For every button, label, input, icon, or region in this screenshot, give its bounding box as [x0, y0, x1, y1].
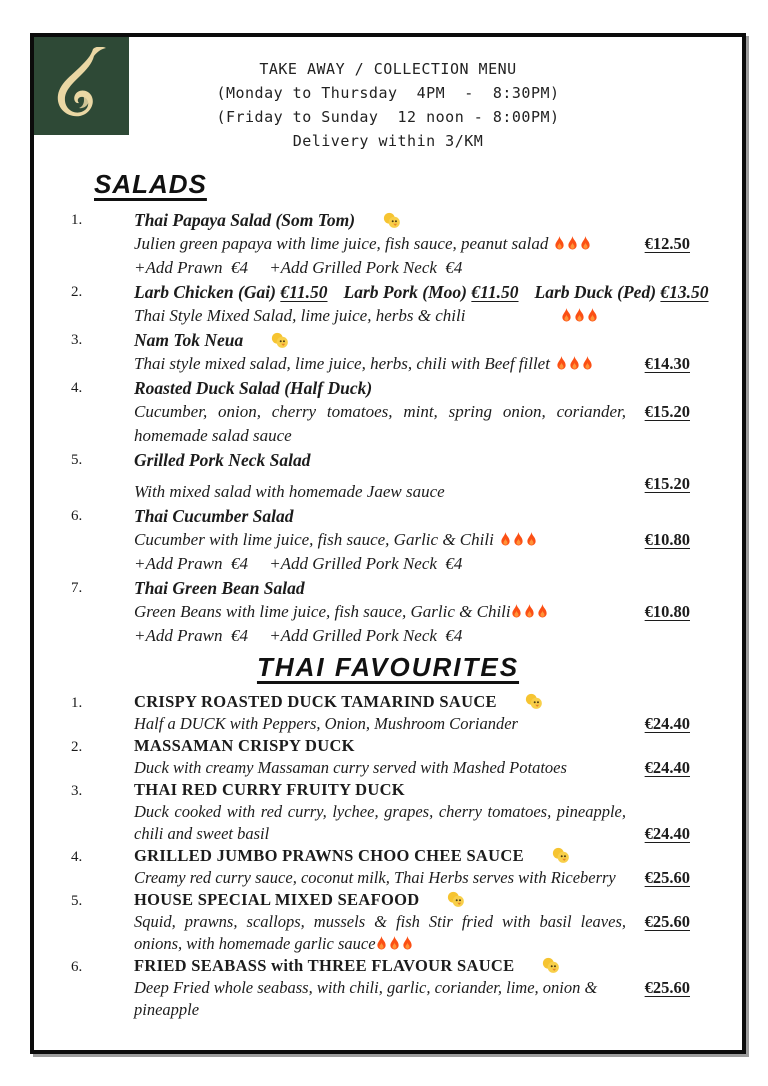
item-content: [134, 328, 642, 376]
larb-variant-price: €11.50: [471, 282, 519, 302]
item-description: [134, 400, 626, 448]
item-title-text: Thai Green Bean Salad: [134, 578, 305, 598]
menu-item: [34, 280, 742, 328]
spice-level: [561, 306, 600, 325]
item-description: [134, 528, 642, 552]
header-hours-weekend: (Friday to Sunday 12 noon - 8:00PM): [216, 108, 560, 126]
item-price: €24.40: [644, 824, 690, 843]
flame-icon: [402, 936, 413, 951]
flame-icon: [554, 236, 565, 251]
item-number: 2.: [71, 739, 83, 755]
chick-emoji-icon: [447, 891, 465, 908]
item-number: 1.: [71, 695, 83, 711]
larb-variant-label: Larb Chicken (Gai): [134, 282, 276, 302]
item-description: [134, 480, 642, 504]
item-title: [134, 691, 642, 713]
spice-level: [556, 354, 595, 373]
item-description: [134, 911, 626, 955]
larb-variant-label: Larb Duck (Ped): [534, 282, 657, 302]
item-content: [134, 691, 642, 735]
item-number: 4.: [71, 380, 83, 396]
item-price: [709, 280, 746, 304]
item-content: [134, 845, 642, 889]
item-description-text: Duck with creamy Massaman curry served with Mashed Potatoes: [134, 758, 567, 777]
item-description-text: Cucumber with lime juice, fish sauce, Garlic & Chili: [134, 530, 494, 549]
item-price: €14.30: [644, 354, 690, 373]
item-content: [134, 955, 642, 1021]
item-title-text: HOUSE SPECIAL MIXED SEAFOOD: [134, 890, 420, 909]
item-title: [134, 448, 642, 472]
larb-variant-price: €13.50: [660, 282, 709, 302]
item-title-text: GRILLED JUMBO PRAWNS CHOO CHEE SAUCE: [134, 846, 524, 865]
section-title-salads: SALADS: [94, 169, 207, 199]
section-favourites: [34, 652, 742, 1021]
menu-item: [34, 691, 742, 735]
item-title-text: THAI RED CURRY FRUITY DUCK: [134, 780, 405, 799]
item-title-text: Thai Papaya Salad (Som Tom): [134, 210, 356, 230]
flame-icon: [587, 308, 598, 323]
item-addons: +Add Prawn €4 +Add Grilled Pork Neck €4: [134, 258, 463, 277]
item-price: €15.20: [644, 474, 690, 493]
item-price: €12.50: [644, 234, 690, 253]
item-content: [134, 376, 642, 448]
item-number: 1.: [71, 212, 83, 228]
item-description-text: Half a DUCK with Peppers, Onion, Mushroom Coriander: [134, 714, 518, 733]
chick-emoji-icon: [542, 957, 560, 974]
chick-emoji-icon: [383, 212, 401, 229]
item-number: 4.: [71, 849, 83, 865]
item-title-text: Nam Tok Neua: [134, 330, 244, 350]
spice-level: [511, 602, 550, 621]
item-description: [134, 757, 642, 779]
item-content: [134, 208, 642, 280]
item-title-text: Roasted Duck Salad (Half Duck): [134, 378, 373, 398]
menu-item: [34, 779, 742, 845]
item-description-text: Deep Fried whole seabass, with chili, garlic, coriander, lime, onion & pineapple: [134, 978, 598, 1019]
menu-item: [34, 735, 742, 779]
flame-icon: [376, 936, 387, 951]
item-addons: +Add Prawn €4 +Add Grilled Pork Neck €4: [134, 626, 463, 645]
section-salads: [34, 169, 742, 648]
item-description: [134, 801, 626, 845]
item-price: €24.40: [644, 758, 690, 777]
menu-header: [34, 37, 742, 153]
flame-icon: [569, 356, 580, 371]
item-title-text: Grilled Pork Neck Salad: [134, 450, 311, 470]
header-title: TAKE AWAY / COLLECTION MENU: [259, 60, 517, 78]
larb-variant-label: Larb Pork (Moo): [343, 282, 467, 302]
item-description: [134, 232, 642, 256]
item-title-text: FRIED SEABASS with THREE FLAVOUR SAUCE: [134, 956, 515, 975]
item-title: [134, 504, 642, 528]
restaurant-logo: [34, 37, 129, 135]
item-content: [134, 280, 709, 328]
item-title: [134, 328, 642, 352]
flame-icon: [526, 532, 537, 547]
menu-item: [34, 576, 742, 648]
item-description: [134, 867, 626, 889]
spice-level: [554, 234, 593, 253]
item-title: [134, 376, 642, 400]
item-content: [134, 448, 642, 504]
item-description: [134, 352, 642, 376]
item-title: [134, 889, 642, 911]
menu-item: [34, 328, 742, 376]
item-description-text: Squid, prawns, scallops, mussels & fish Stir fried with basil leaves, onions, with homemade garlic sauce: [134, 912, 626, 953]
item-description-text: Cucumber, onion, cherry tomatoes, mint, spring onion, coriander, homemade salad sauce: [134, 402, 626, 445]
item-price: €24.40: [644, 714, 690, 733]
item-number: 2.: [71, 284, 83, 300]
item-content: [134, 889, 642, 955]
item-number: 6.: [71, 508, 83, 524]
item-description-text: Green Beans with lime juice, fish sauce, Garlic & Chili: [134, 602, 511, 621]
item-description: [134, 600, 642, 624]
item-content: [134, 504, 642, 576]
flame-icon: [574, 308, 585, 323]
flame-icon: [580, 236, 591, 251]
chick-emoji-icon: [552, 847, 570, 864]
item-title: [134, 208, 642, 232]
item-title-text: Thai Cucumber Salad: [134, 506, 294, 526]
item-content: [134, 735, 642, 779]
item-addons: +Add Prawn €4 +Add Grilled Pork Neck €4: [134, 554, 463, 573]
menu-item: [34, 845, 742, 889]
item-description-text: Creamy red curry sauce, coconut milk, Thai Herbs serves with Riceberry: [134, 868, 616, 887]
item-description-text: Thai Style Mixed Salad, lime juice, herbs & chili: [134, 306, 466, 325]
item-title-text: CRISPY ROASTED DUCK TAMARIND SAUCE: [134, 692, 497, 711]
item-title: [134, 955, 642, 977]
item-number: 7.: [71, 580, 83, 596]
item-title: [134, 576, 642, 600]
header-hours-weekday: (Monday to Thursday 4PM - 8:30PM): [216, 84, 560, 102]
item-number: 5.: [71, 452, 83, 468]
item-number: 5.: [71, 893, 83, 909]
item-description-text: With mixed salad with homemade Jaew sauce: [134, 482, 445, 501]
menu-item: [34, 376, 742, 448]
item-description: [134, 977, 642, 1021]
item-description-text: Duck cooked with red curry, lychee, grapes, cherry tomatoes, pineapple, chili and sweet basil: [134, 802, 626, 843]
duck-calligraphy-icon: [49, 47, 115, 125]
item-price: €10.80: [644, 602, 690, 621]
item-content: [134, 779, 642, 845]
flame-icon: [511, 604, 522, 619]
item-title-text: MASSAMAN CRISPY DUCK: [134, 736, 355, 755]
item-title: [134, 779, 642, 801]
item-number: 3.: [71, 783, 83, 799]
spice-level: [500, 530, 539, 549]
menu-item: [34, 955, 742, 1021]
flame-icon: [513, 532, 524, 547]
flame-icon: [500, 532, 511, 547]
chick-emoji-icon: [525, 693, 543, 710]
item-number: 6.: [71, 959, 83, 975]
larb-variant-price: €11.50: [280, 282, 328, 302]
item-title: [134, 845, 642, 867]
item-price: €10.80: [644, 530, 690, 549]
item-content: [134, 576, 642, 648]
item-price: €25.60: [644, 978, 690, 997]
flame-icon: [389, 936, 400, 951]
menu-item: [34, 448, 742, 504]
menu-item: [34, 208, 742, 280]
item-number: 3.: [71, 332, 83, 348]
menu-frame: [30, 33, 746, 1054]
menu-body: [34, 169, 742, 1021]
item-description: [134, 713, 642, 735]
menu-item: [34, 504, 742, 576]
flame-icon: [561, 308, 572, 323]
flame-icon: [556, 356, 567, 371]
item-price: €15.20: [644, 402, 690, 421]
flame-icon: [524, 604, 535, 619]
item-description-text: Thai style mixed salad, lime juice, herbs, chili with Beef fillet: [134, 354, 550, 373]
menu-item: [34, 889, 742, 955]
item-description: [134, 304, 709, 328]
item-price: €25.60: [644, 912, 690, 931]
flame-icon: [582, 356, 593, 371]
chick-emoji-icon: [271, 332, 289, 349]
item-price: €25.60: [644, 868, 690, 887]
item-title: [134, 735, 642, 757]
flame-icon: [537, 604, 548, 619]
item-title: [134, 280, 709, 304]
flame-icon: [567, 236, 578, 251]
spice-level: [376, 934, 415, 953]
item-description-text: Julien green papaya with lime juice, fish sauce, peanut salad: [134, 234, 549, 253]
header-delivery-note: Delivery within 3/KM: [292, 132, 484, 150]
section-title-favourites: THAI FAVOURITES: [256, 652, 520, 682]
